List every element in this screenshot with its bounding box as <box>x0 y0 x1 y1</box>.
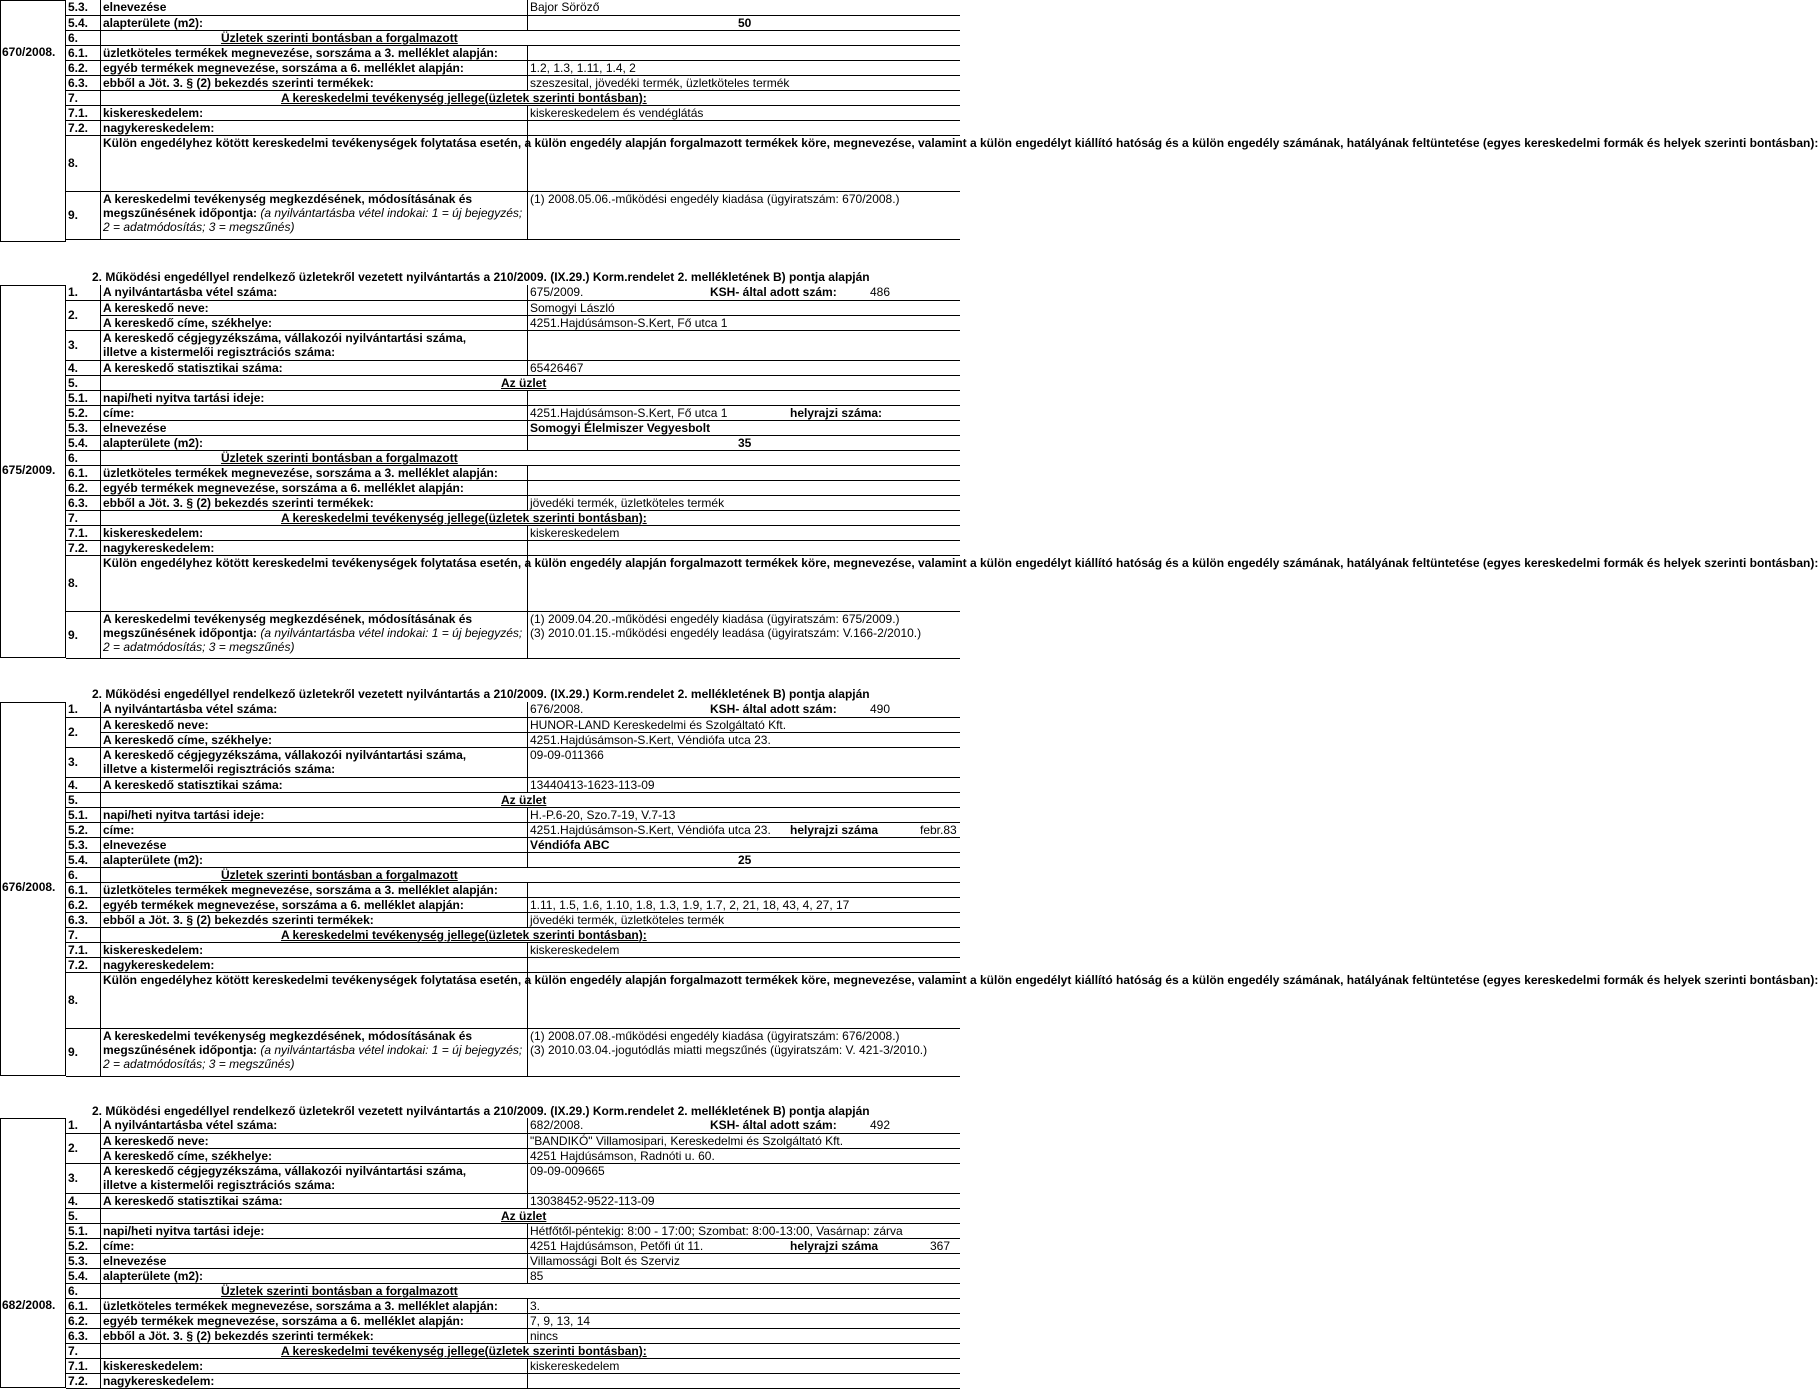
other-products: 7, 9, 13, 14 <box>528 1313 961 1328</box>
excise-products: jövedéki termék, üzletköteles termék <box>528 912 961 927</box>
parcel-number: 367 <box>929 1238 950 1253</box>
trader-name: HUNOR-LAND Kereskedelmi és Szolgáltató Kft. <box>528 717 961 732</box>
trader-name: "BANDIKÓ" Villamosipari, Kereskedelmi és Szolgáltató Kft. <box>528 1133 961 1148</box>
special-license-label: Külön engedélyhez kötött kereskedelmi tevékenységek folytatása esetén, a külön engedély alapján forgalmazott termékek köre, megnevezése, valamint a külön engedélyt kiállító hatóság és a külön engedély számának, hatályának feltüntetése (egyes kereskedelmi formák és helyek szerinti bontásban): <box>101 135 528 191</box>
shop-name: Somogyi Élelmiszer Vegyesbolt <box>528 420 961 435</box>
excise-products: nincs <box>528 1328 961 1343</box>
registration-number: 675/2009. <box>530 285 584 299</box>
activity-dates-label: A kereskedelmi tevékenység megkezdésének, módosításának és megszűnésének időpontja: (a nyilvántartásba vétel indokai: 1 = új bejegyzés; 2 = adatmódosítás; 3 = megszűnés) <box>101 191 528 239</box>
company-reg-number: 09-09-011366 <box>528 747 961 777</box>
trader-address: 4251 Hajdúsámson, Radnóti u. 60. <box>528 1148 961 1163</box>
trader-address: 4251.Hajdúsámson-S.Kert, Fő utca 1 <box>528 315 961 330</box>
record-table: 1. A nyilvántartásba vétel száma: 676/2008. KSH- által adott szám: 490 2. A kereskedő neve: HUNOR-LAND Kereskedelmi és Szolgáltató Kft. A kereskedő címe, székhelye: 4251.Hajdúsámson-S.Kert, Véndiófa utca 23. 3. A kereskedő cégjegyzékszáma, vállakozói nyilvántartási száma, illetve a kistermelői regisztrációs száma: 09-09-011366 4. A kereskedő statisztikai száma: 13440413-1623-113-09 5. Az üzlet 5.1. napi/heti nyitva tartási ideje: H.-P.6-20, Szo.7-19, V.7-13 5.2. címe: 4251.Hajdúsámson-S.Kert, Véndiófa utca 23. helyrajzi száma febr.83 5.3. elnevezése Véndiófa ABC 5.4. alapterülete (m2): 25 6. Üzletek szerinti bontásban a forgalmazott 6.1. üzletköteles termékek megnevezése, sorszáma a 3. melléklet alapján: 6.2. egyéb termékek megnevezése, sorszáma a 6. melléklet alapján: 1.11, 1.5, 1.6, 1.10, 1.8, 1.3, 1.9, 1.7, 2, 21, 18, 43, 4, 27, 17 6.3. ebből a Jöt. 3. § (2) bekezdés szerinti termékek: jövedéki termék, üzletköteles termék 7. A kereskedelmi tevékenység jellege(üzletek szerinti bontásban): 7.1. kiskereskedelem: kiskereskedelem 7.2. nagykereskedelem: 8. Külön engedélyhez kötött kereskedelmi tevékenységek folytatása esetén, a külön engedély alapján forgalmazott termékek köre, megnevezése, valamint a külön engedélyt kiállító hatóság és a külön engedély számának, hatályának feltüntetése (egyes kereskedelmi formák és helyek szerinti bontásban): 9. A kereskedelmi tevékenység megkezdésének, módosításának és megszűnésének időpontja: (a nyilvántartásba vétel indokai: 1 = új bejegyzés; 2 = adatmódosítás; 3 = megszűnés) (1) 2008.07.08.-működési engedély kiadása (ügyiratszám: 676/2008.) (3) 2010.03.04.-jogutódlás miatti megszűnés (ügyiratszám: V. 421-3/2010.) <box>66 702 960 1077</box>
record-table: 1. A nyilvántartásba vétel száma: 682/2008. KSH- által adott szám: 492 2. A kereskedő neve: "BANDIKÓ" Villamosipari, Kereskedelmi és Szolgáltató Kft. A kereskedő címe, székhelye: 4251 Hajdúsámson, Radnóti u. 60. 3. A kereskedő cégjegyzékszáma, vállakozói nyilvántartási száma, illetve a kistermelői regisztrációs száma: 09-09-009665 4. A kereskedő statisztikai száma: 13038452-9522-113-09 5. Az üzlet 5.1. napi/heti nyitva tartási ideje: Hétfőtől-péntekig: 8:00 - 17:00; Szombat: 8:00-13:00, Vasárnap: zárva 5.2. címe: 4251 Hajdúsámson, Petőfi út 11. helyrajzi száma 367 5.3. elnevezése Villamossági Bolt és Szerviz 5.4. alapterülete (m2): 85 6. Üzletek szerinti bontásban a forgalmazott 6.1. üzletköteles termékek megnevezése, sorszáma a 3. melléklet alapján: 3. 6.2. egyéb termékek megnevezése, sorszáma a 6. melléklet alapján: 7, 9, 13, 14 6.3. ebből a Jöt. 3. § (2) bekezdés szerinti termékek: nincs 7. A kereskedelmi tevékenység jellege(üzletek szerinti bontásban): 7.1. kiskereskedelem: kiskereskedelem 7.2. nagykereskedelem: <box>66 1118 960 1389</box>
section-header: 2. Működési engedéllyel rendelkező üzletekről vezetett nyilvántartás a 210/2009. (IX.29.) Korm.rendelet 2. mellékletének B) pontja alapján <box>92 687 870 701</box>
registration-number: 676/2008. <box>530 702 584 716</box>
record-table: 5.3. elnevezése Bajor Söröző 5.4. alapterülete (m2): 50 6. Üzletek szerinti bontásban a forgalmazott 6.1. üzletköteles termékek megnevezése, sorszáma a 3. melléklet alapján: 6.2. egyéb termékek megnevezése, sorszáma a 6. melléklet alapján: 1.2, 1.3, 1.11, 1.4, 2 6.3. ebből a Jöt. 3. § (2) bekezdés szerinti termékek: szeszesital, jövedéki termék, üzletköteles termék 7. A kereskedelmi tevékenység jellege(üzletek szerinti bontásban): 7.1. kiskereskedelem: kiskereskedelem és vendéglátás 7.2. nagykereskedelem: 8. Külön engedélyhez kötött kereskedelmi tevékenységek folytatása esetén, a külön engedély alapján forgalmazott termékek köre, megnevezése, valamint a külön engedélyt kiállító hatóság és a külön engedély számának, hatályának feltüntetése (egyes kereskedelmi formák és helyek szerinti bontásban): 9. A kereskedelmi tevékenység megkezdésének, módosításának és megszűnésének időpontja: (a nyilvántartásba vétel indokai: 1 = új bejegyzés; 2 = adatmódosítás; 3 = megszűnés) (1) 2008.05.06.-működési engedély kiadása (ügyiratszám: 670/2008.) <box>66 0 960 240</box>
trader-name: Somogyi László <box>528 300 961 315</box>
ksh-number: 490 <box>870 702 891 716</box>
record-block-675 <box>0 285 1818 658</box>
reg-number-column <box>0 1118 66 1388</box>
record-block-682 <box>0 1118 960 1388</box>
retail-type: kiskereskedelem <box>528 1358 961 1373</box>
ksh-number: 486 <box>870 285 891 299</box>
shop-name: Bajor Söröző <box>528 0 961 15</box>
statistical-number: 13440413-1623-113-09 <box>528 777 961 792</box>
activity-dates: (1) 2009.04.20.-működési engedély kiadása (ügyiratszám: 675/2009.) (3) 2010.01.15.-működési engedély leadása (ügyiratszám: V.166-2/2010.) <box>528 611 961 658</box>
shop-address: 4251.Hajdúsámson-S.Kert, Fő utca 1 <box>530 405 728 420</box>
ksh-number: 492 <box>870 1118 891 1132</box>
shop-address: 4251.Hajdúsámson-S.Kert, Véndiófa utca 23. <box>530 822 771 837</box>
excise-products: szeszesital, jövedéki termék, üzletköteles termék <box>528 75 961 90</box>
activity-dates: (1) 2008.07.08.-működési engedély kiadása (ügyiratszám: 676/2008.) (3) 2010.03.04.-jogutódlás miatti megszűnés (ügyiratszám: V. 421-3/2010.) <box>528 1028 961 1076</box>
section-header: 2. Működési engedéllyel rendelkező üzletekről vezetett nyilvántartás a 210/2009. (IX.29.) Korm.rendelet 2. mellékletének B) pontja alapján <box>92 270 870 284</box>
registration-number: 682/2008. <box>530 1118 584 1132</box>
excise-products: jövedéki termék, üzletköteles termék <box>528 495 961 510</box>
opening-hours: H.-P.6-20, Szo.7-19, V.7-13 <box>528 807 961 822</box>
record-block-670 <box>0 0 1818 242</box>
record-table: 1. A nyilvántartásba vétel száma: 675/2009. KSH- által adott szám: 486 2. A kereskedő neve: Somogyi László A kereskedő címe, székhelye: 4251.Hajdúsámson-S.Kert, Fő utca 1 3. A kereskedő cégjegyzékszáma, vállakozói nyilvántartási száma, illetve a kistermelői regisztrációs száma: 4. A kereskedő statisztikai száma: 65426467 5. Az üzlet 5.1. napi/heti nyitva tartási ideje: 5.2. címe: 4251.Hajdúsámson-S.Kert, Fő utca 1 helyrajzi száma: 5.3. elnevezése Somogyi Élelmiszer Vegyesbolt 5.4. alapterülete (m2): 35 6. Üzletek szerinti bontásban a forgalmazott 6.1. üzletköteles termékek megnevezése, sorszáma a 3. melléklet alapján: 6.2. egyéb termékek megnevezése, sorszáma a 6. melléklet alapján: 6.3. ebből a Jöt. 3. § (2) bekezdés szerinti termékek: jövedéki termék, üzletköteles termék 7. A kereskedelmi tevékenység jellege(üzletek szerinti bontásban): 7.1. kiskereskedelem: kiskereskedelem 7.2. nagykereskedelem: 8. Külön engedélyhez kötött kereskedelmi tevékenységek folytatása esetén, a külön engedély alapján forgalmazott termékek köre, megnevezése, valamint a külön engedélyt kiállító hatóság és a külön engedély számának, hatályának feltüntetése (egyes kereskedelmi formák és helyek szerinti bontásban): 9. A kereskedelmi tevékenység megkezdésének, módosításának és megszűnésének időpontja: (a nyilvántartásba vétel indokai: 1 = új bejegyzés; 2 = adatmódosítás; 3 = megszűnés) (1) 2009.04.20.-működési engedély kiadása (ügyiratszám: 675/2009.) (3) 2010.01.15.-működési engedély leadása (ügyiratszám: V.166-2/2010.) <box>66 285 960 659</box>
shop-name: Villamossági Bolt és Szerviz <box>528 1253 961 1268</box>
trader-address: 4251.Hajdúsámson-S.Kert, Véndiófa utca 23. <box>528 732 961 747</box>
shop-name: Véndiófa ABC <box>528 837 961 852</box>
activity-dates: (1) 2008.05.06.-működési engedély kiadása (ügyiratszám: 670/2008.) <box>528 191 961 239</box>
company-reg-number: 09-09-009665 <box>528 1163 961 1193</box>
other-products: 1.2, 1.3, 1.11, 1.4, 2 <box>528 60 961 75</box>
statistical-number: 65426467 <box>528 360 961 375</box>
parcel-number: febr.83 <box>920 822 957 837</box>
shop-address: 4251 Hajdúsámson, Petőfi út 11. <box>530 1238 704 1253</box>
floor-area: 85 <box>528 1268 961 1283</box>
reg-number-column <box>0 0 66 242</box>
retail-type: kiskereskedelem <box>528 525 961 540</box>
record-block-676 <box>0 702 1818 1076</box>
retail-type: kiskereskedelem <box>528 942 961 957</box>
retail-type: kiskereskedelem és vendéglátás <box>528 105 961 120</box>
registry-number: 682/2008. <box>2 1298 56 1312</box>
other-products: 1.11, 1.5, 1.6, 1.10, 1.8, 1.3, 1.9, 1.7, 2, 21, 18, 43, 4, 27, 17 <box>528 897 961 912</box>
registry-number: 675/2009. <box>2 463 56 477</box>
floor-area: 35 <box>528 435 961 450</box>
floor-area: 50 <box>528 15 961 30</box>
section-header: 2. Működési engedéllyel rendelkező üzletekről vezetett nyilvántartás a 210/2009. (IX.29.) Korm.rendelet 2. mellékletének B) pontja alapján <box>92 1104 870 1118</box>
licensed-products: 3. <box>528 1298 961 1313</box>
floor-area: 25 <box>528 852 961 867</box>
statistical-number: 13038452-9522-113-09 <box>528 1193 961 1208</box>
registry-number: 670/2008. <box>2 45 56 59</box>
registry-number: 676/2008. <box>2 880 56 894</box>
opening-hours: Hétfőtől-péntekig: 8:00 - 17:00; Szombat: 8:00-13:00, Vasárnap: zárva <box>528 1223 961 1238</box>
